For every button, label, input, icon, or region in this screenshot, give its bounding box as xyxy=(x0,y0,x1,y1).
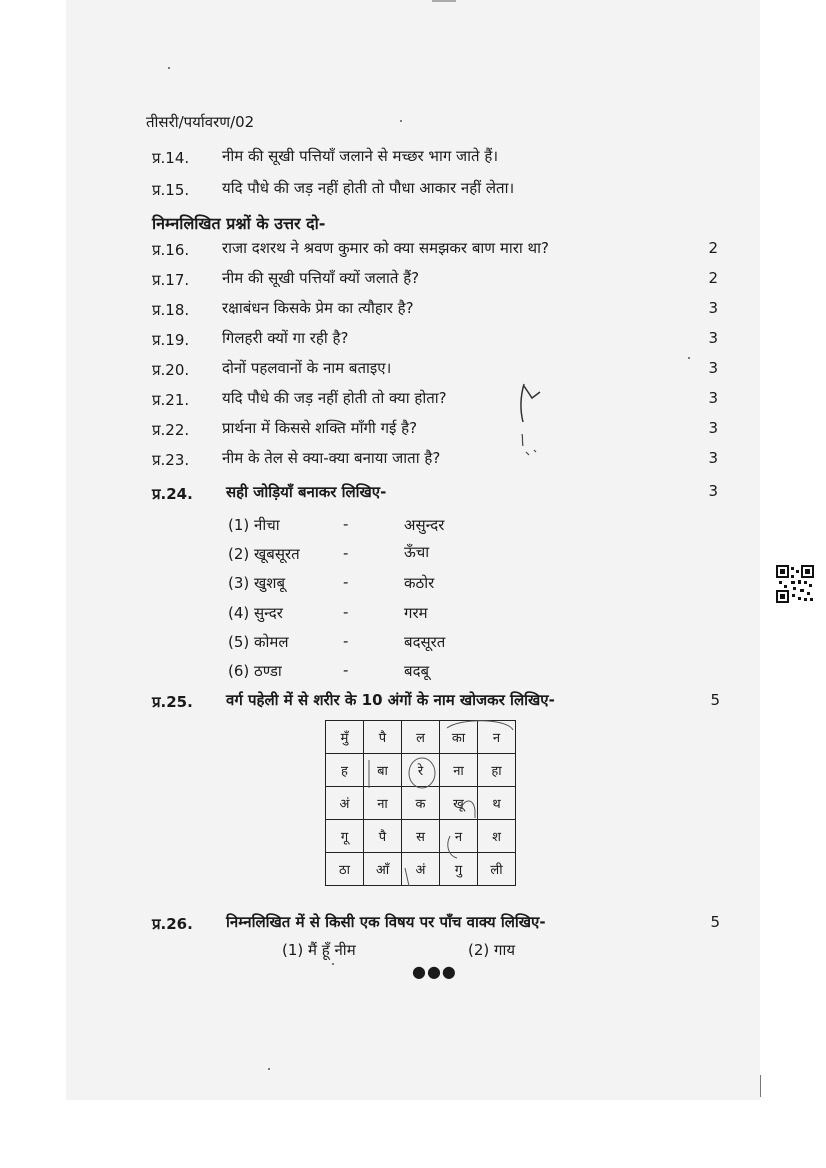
question-number: प्र.16. xyxy=(152,241,190,259)
grid-cell: का xyxy=(440,721,478,754)
question-text: दोनों पहलवानों के नाम बताइए। xyxy=(222,359,392,377)
question-number: प्र.23. xyxy=(152,451,190,469)
section-heading: निम्नलिखित प्रश्नों के उत्तर दो- xyxy=(152,214,326,233)
question-text: निम्नलिखित में से किसी एक विषय पर पाँच वाक्य लिखिए- xyxy=(226,913,546,931)
pair-left: (3) खुशबू xyxy=(228,574,286,592)
question-marks: 2 xyxy=(708,239,718,257)
question-text: वर्ग पहेली में से शरीर के 10 अंगों के नाम खोजकर लिखिए- xyxy=(226,691,555,709)
margin-mark xyxy=(432,0,456,2)
pencil-marks xyxy=(325,718,520,893)
grid-cell: ना xyxy=(440,754,478,787)
pair-dash: - xyxy=(343,632,349,650)
question-text: नीम की सूखी पत्तियाँ जलाने से मच्छर भाग जाते हैं। xyxy=(222,147,499,165)
grid-cell: हा xyxy=(478,754,516,787)
grid-cell: न xyxy=(440,820,478,853)
question-marks: 3 xyxy=(708,389,718,407)
question-number: प्र.17. xyxy=(152,271,190,289)
pair-right: ऊँचा xyxy=(404,543,430,561)
pair-right: बदसूरत xyxy=(404,633,446,651)
question-marks: 3 xyxy=(708,359,718,377)
question-text: नीम की सूखी पत्तियाँ क्यों जलाते हैं? xyxy=(222,269,420,287)
pair-left: (4) सुन्दर xyxy=(228,604,283,622)
grid-cell: ठा xyxy=(326,853,364,886)
question-text: नीम के तेल से क्या-क्या बनाया जाता है? xyxy=(222,449,441,467)
question-number: प्र.15. xyxy=(152,181,190,199)
scan-speck xyxy=(332,963,334,965)
pair-right: गरम xyxy=(404,604,428,622)
topic-option: (1) मैं हूँ नीम xyxy=(282,941,356,959)
question-number: प्र.24. xyxy=(152,485,193,503)
question-number: प्र.21. xyxy=(152,391,190,409)
question-text: रक्षाबंधन किसके प्रेम का त्यौहार है? xyxy=(222,299,414,317)
pair-dash: - xyxy=(343,603,349,621)
pen-mark xyxy=(510,378,550,458)
grid-cell: अं xyxy=(326,787,364,820)
qr-code-icon xyxy=(776,565,814,603)
question-text: गिलहरी क्यों गा रही है? xyxy=(222,329,349,347)
grid-cell: स xyxy=(402,820,440,853)
pair-left: (6) ठण्डा xyxy=(228,662,282,680)
grid-cell: पै xyxy=(364,721,402,754)
question-marks: 3 xyxy=(708,419,718,437)
pair-dash: - xyxy=(343,661,349,679)
pair-dash: - xyxy=(343,544,349,562)
question-number: प्र.22. xyxy=(152,421,190,439)
question-text: यदि पौधे की जड़ नहीं होती तो पौधा आकार नहीं लेता। xyxy=(222,179,515,197)
question-number: प्र.14. xyxy=(152,149,190,167)
question-marks: 3 xyxy=(708,299,718,317)
grid-cell: क xyxy=(402,787,440,820)
question-marks: 5 xyxy=(710,913,720,931)
question-text: यदि पौधे की जड़ नहीं होती तो क्या होता? xyxy=(222,389,447,407)
grid-cell: आँ xyxy=(364,853,402,886)
grid-cell: गू xyxy=(326,820,364,853)
question-text: राजा दशरथ ने श्रवण कुमार को क्या समझकर बाण मारा था? xyxy=(222,239,549,257)
grid-cell: मुँ xyxy=(326,721,364,754)
pair-dash: - xyxy=(343,515,349,533)
question-marks: 3 xyxy=(708,449,718,467)
grid-cell: अं xyxy=(402,853,440,886)
scan-speck xyxy=(268,1068,270,1070)
question-number: प्र.25. xyxy=(152,693,193,711)
grid-cell: ल xyxy=(402,721,440,754)
grid-cell: न xyxy=(478,721,516,754)
pair-right: असुन्दर xyxy=(404,516,445,534)
grid-cell: ना xyxy=(364,787,402,820)
question-text: प्रार्थना में किससे शक्ति माँगी गई है? xyxy=(222,419,418,437)
pair-left: (2) खूबसूरत xyxy=(228,545,300,563)
grid-cell: ह xyxy=(326,754,364,787)
pair-right: कठोर xyxy=(404,574,435,592)
grid-cell: गु xyxy=(440,853,478,886)
pair-dash: - xyxy=(343,573,349,591)
scan-speck xyxy=(688,357,690,359)
pair-left: (1) नीचा xyxy=(228,516,280,534)
question-number: प्र.26. xyxy=(152,915,193,933)
grid-cell: श xyxy=(478,820,516,853)
question-number: प्र.19. xyxy=(152,331,190,349)
grid-cell: बा xyxy=(364,754,402,787)
margin-mark xyxy=(760,1075,761,1097)
scan-speck xyxy=(400,120,402,122)
grid-cell: रे xyxy=(402,754,440,787)
grid-cell: थ xyxy=(478,787,516,820)
pair-right: बदबू xyxy=(404,662,430,680)
question-number: प्र.18. xyxy=(152,301,190,319)
question-text: सही जोड़ियाँ बनाकर लिखिए- xyxy=(226,483,387,501)
paper-header: तीसरी/पर्यावरण/02 xyxy=(146,113,255,131)
pair-left: (5) कोमल xyxy=(228,633,289,651)
grid-cell: खू xyxy=(440,787,478,820)
question-marks: 2 xyxy=(708,269,718,287)
question-marks: 5 xyxy=(710,691,720,709)
question-marks: 3 xyxy=(708,329,718,347)
topic-option: (2) गाय xyxy=(468,941,516,959)
scan-speck xyxy=(168,67,170,69)
grid-cell: ली xyxy=(478,853,516,886)
grid-cell: पै xyxy=(364,820,402,853)
question-marks: 3 xyxy=(708,482,718,500)
question-number: प्र.20. xyxy=(152,361,190,379)
end-of-paper-mark: ●●● xyxy=(412,962,457,981)
